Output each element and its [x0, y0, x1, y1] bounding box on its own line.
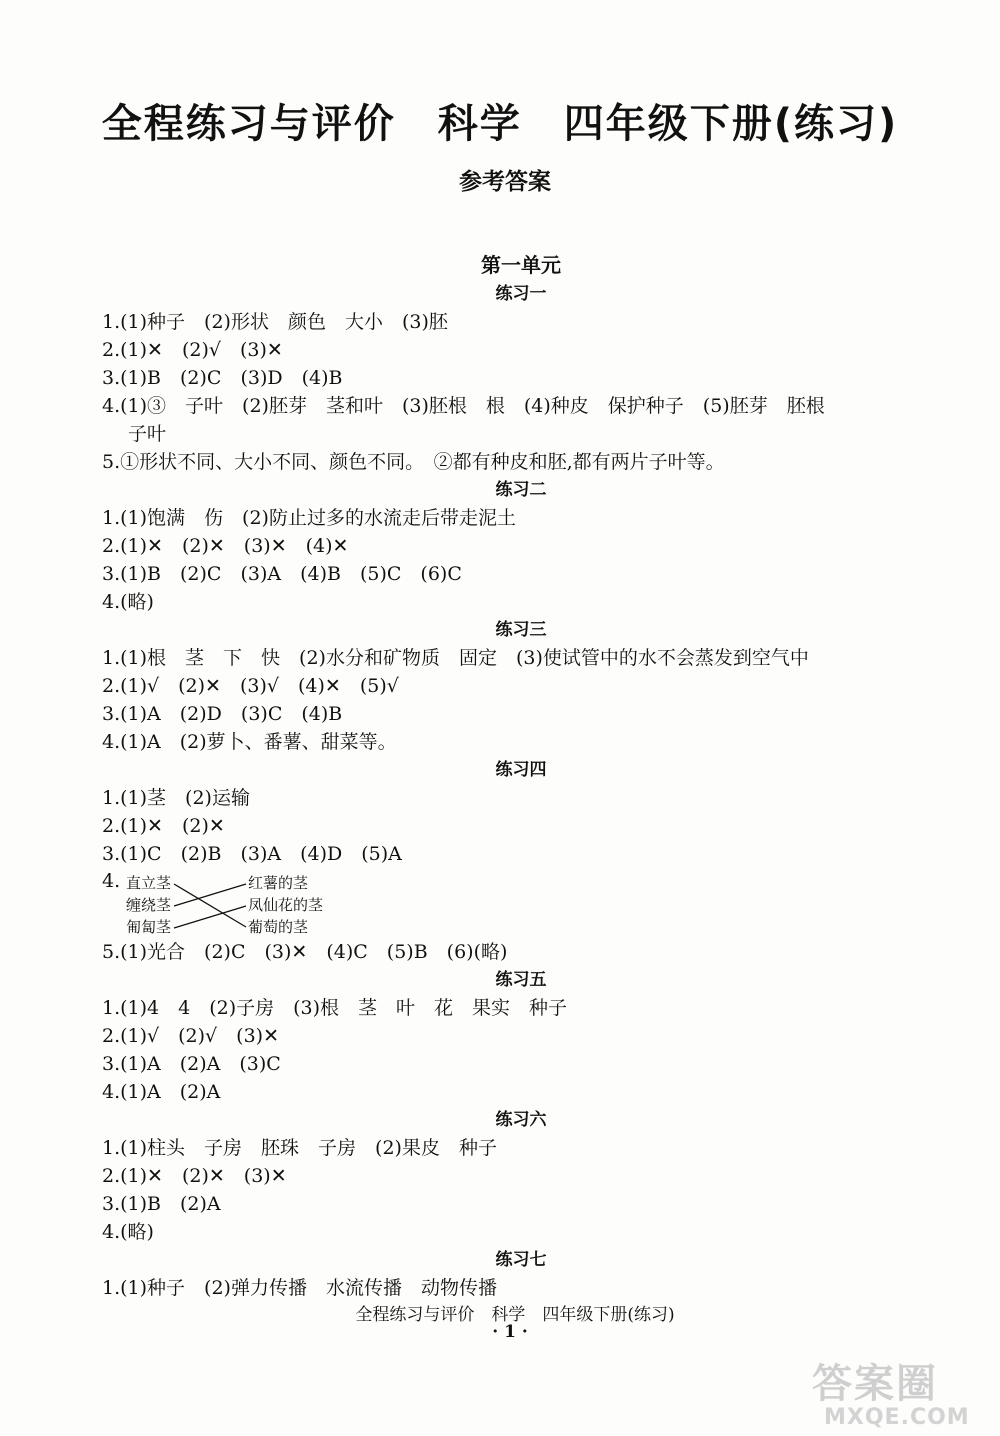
watermark — [812, 1362, 992, 1432]
answer-line: 5.①形状不同、大小不同、颜色不同。 ②都有种皮和胚,都有两片子叶等。 — [102, 451, 725, 473]
matching-number: 4. — [102, 870, 121, 892]
page-footer: 全程练习与评价 科学 四年级下册(练习) — [355, 1305, 675, 1325]
answer-line: 3.(1)B (2)C (3)A (4)B (5)C (6)C — [102, 563, 462, 585]
answer-line: 3.(1)B (2)C (3)D (4)B — [102, 367, 343, 389]
answer-line-continued: 子叶 — [128, 423, 167, 445]
matching-left-item: 缠绕茎 — [126, 896, 172, 914]
answer-line: 4.(1)A (2)萝卜、番薯、甜菜等。 — [102, 731, 397, 753]
answer-line: 2.(1)✕ (2)✕ (3)✕ — [102, 1165, 287, 1187]
matching-left-item: 匍匐茎 — [126, 918, 172, 936]
answer-line: 3.(1)A (2)A (3)C — [102, 1053, 281, 1075]
answer-line: 1.(1)柱头 子房 胚珠 子房 (2)果皮 种子 — [102, 1137, 497, 1159]
match-line — [174, 884, 246, 927]
exercise-title: 练习二 — [495, 480, 547, 500]
answer-line: 1.(1)茎 (2)运输 — [102, 787, 250, 809]
match-line — [174, 884, 246, 906]
matching-right-item: 红薯的茎 — [248, 874, 309, 892]
match-line — [174, 906, 246, 928]
answer-line: 2.(1)√ (2)√ (3)✕ — [102, 1025, 280, 1047]
matching-left-item: 直立茎 — [126, 874, 172, 892]
answer-content — [102, 250, 922, 1302]
matching-lines — [102, 868, 262, 938]
page-subtitle: 参考答案 — [459, 169, 551, 195]
exercise-title: 练习三 — [495, 620, 547, 640]
watermark-logo: 答案圈 — [812, 1361, 938, 1407]
answer-line: 1.(1)种子 (2)形状 颜色 大小 (3)胚 — [102, 311, 448, 333]
exercise-title: 练习五 — [495, 970, 547, 990]
unit-title: 第一单元 — [481, 253, 561, 277]
answer-line: 3.(1)C (2)B (3)A (4)D (5)A — [102, 843, 402, 865]
matching-diagram — [102, 868, 922, 938]
answer-line: 4.(略) — [102, 591, 154, 613]
answer-line: 4.(1)A (2)A — [102, 1081, 221, 1103]
page-number: · 1 · — [492, 1322, 528, 1342]
answer-line: 4.(略) — [102, 1221, 154, 1243]
matching-right-item: 葡萄的茎 — [248, 918, 309, 936]
answer-line: 1.(1)饱满 伤 (2)防止过多的水流走后带走泥土 — [102, 507, 516, 529]
answer-line: 2.(1)√ (2)✕ (3)√ (4)✕ (5)√ — [102, 675, 399, 697]
exercise-title: 练习四 — [495, 760, 547, 780]
answer-line: 2.(1)✕ (2)√ (3)✕ — [102, 339, 283, 361]
watermark-url: MXQE.COM — [824, 1405, 970, 1430]
answer-line: 5.(1)光合 (2)C (3)✕ (4)C (5)B (6)(略) — [102, 941, 508, 963]
answer-line: 2.(1)✕ (2)✕ (3)✕ (4)✕ — [102, 535, 349, 557]
exercise-title: 练习一 — [495, 284, 547, 304]
page-title: 全程练习与评价 科学 四年级下册(练习) — [101, 101, 899, 147]
exercise-title: 练习六 — [495, 1110, 547, 1130]
answer-line: 1.(1)根 茎 下 快 (2)水分和矿物质 固定 (3)使试管中的水不会蒸发到空气中 — [102, 647, 809, 669]
matching-right-item: 凤仙花的茎 — [248, 896, 324, 914]
answer-line: 3.(1)B (2)A — [102, 1193, 221, 1215]
answer-line: 1.(1)4 4 (2)子房 (3)根 茎 叶 花 果实 种子 — [102, 997, 568, 1019]
answer-line: 1.(1)种子 (2)弹力传播 水流传播 动物传播 — [102, 1277, 497, 1299]
answer-line: 4.(1)③ 子叶 (2)胚芽 茎和叶 (3)胚根 根 (4)种皮 保护种子 (5)胚芽 胚根 — [102, 395, 825, 417]
answer-line: 3.(1)A (2)D (3)C (4)B — [102, 703, 343, 725]
answer-line: 2.(1)✕ (2)✕ — [102, 815, 225, 837]
exercise-title: 练习七 — [495, 1250, 547, 1270]
